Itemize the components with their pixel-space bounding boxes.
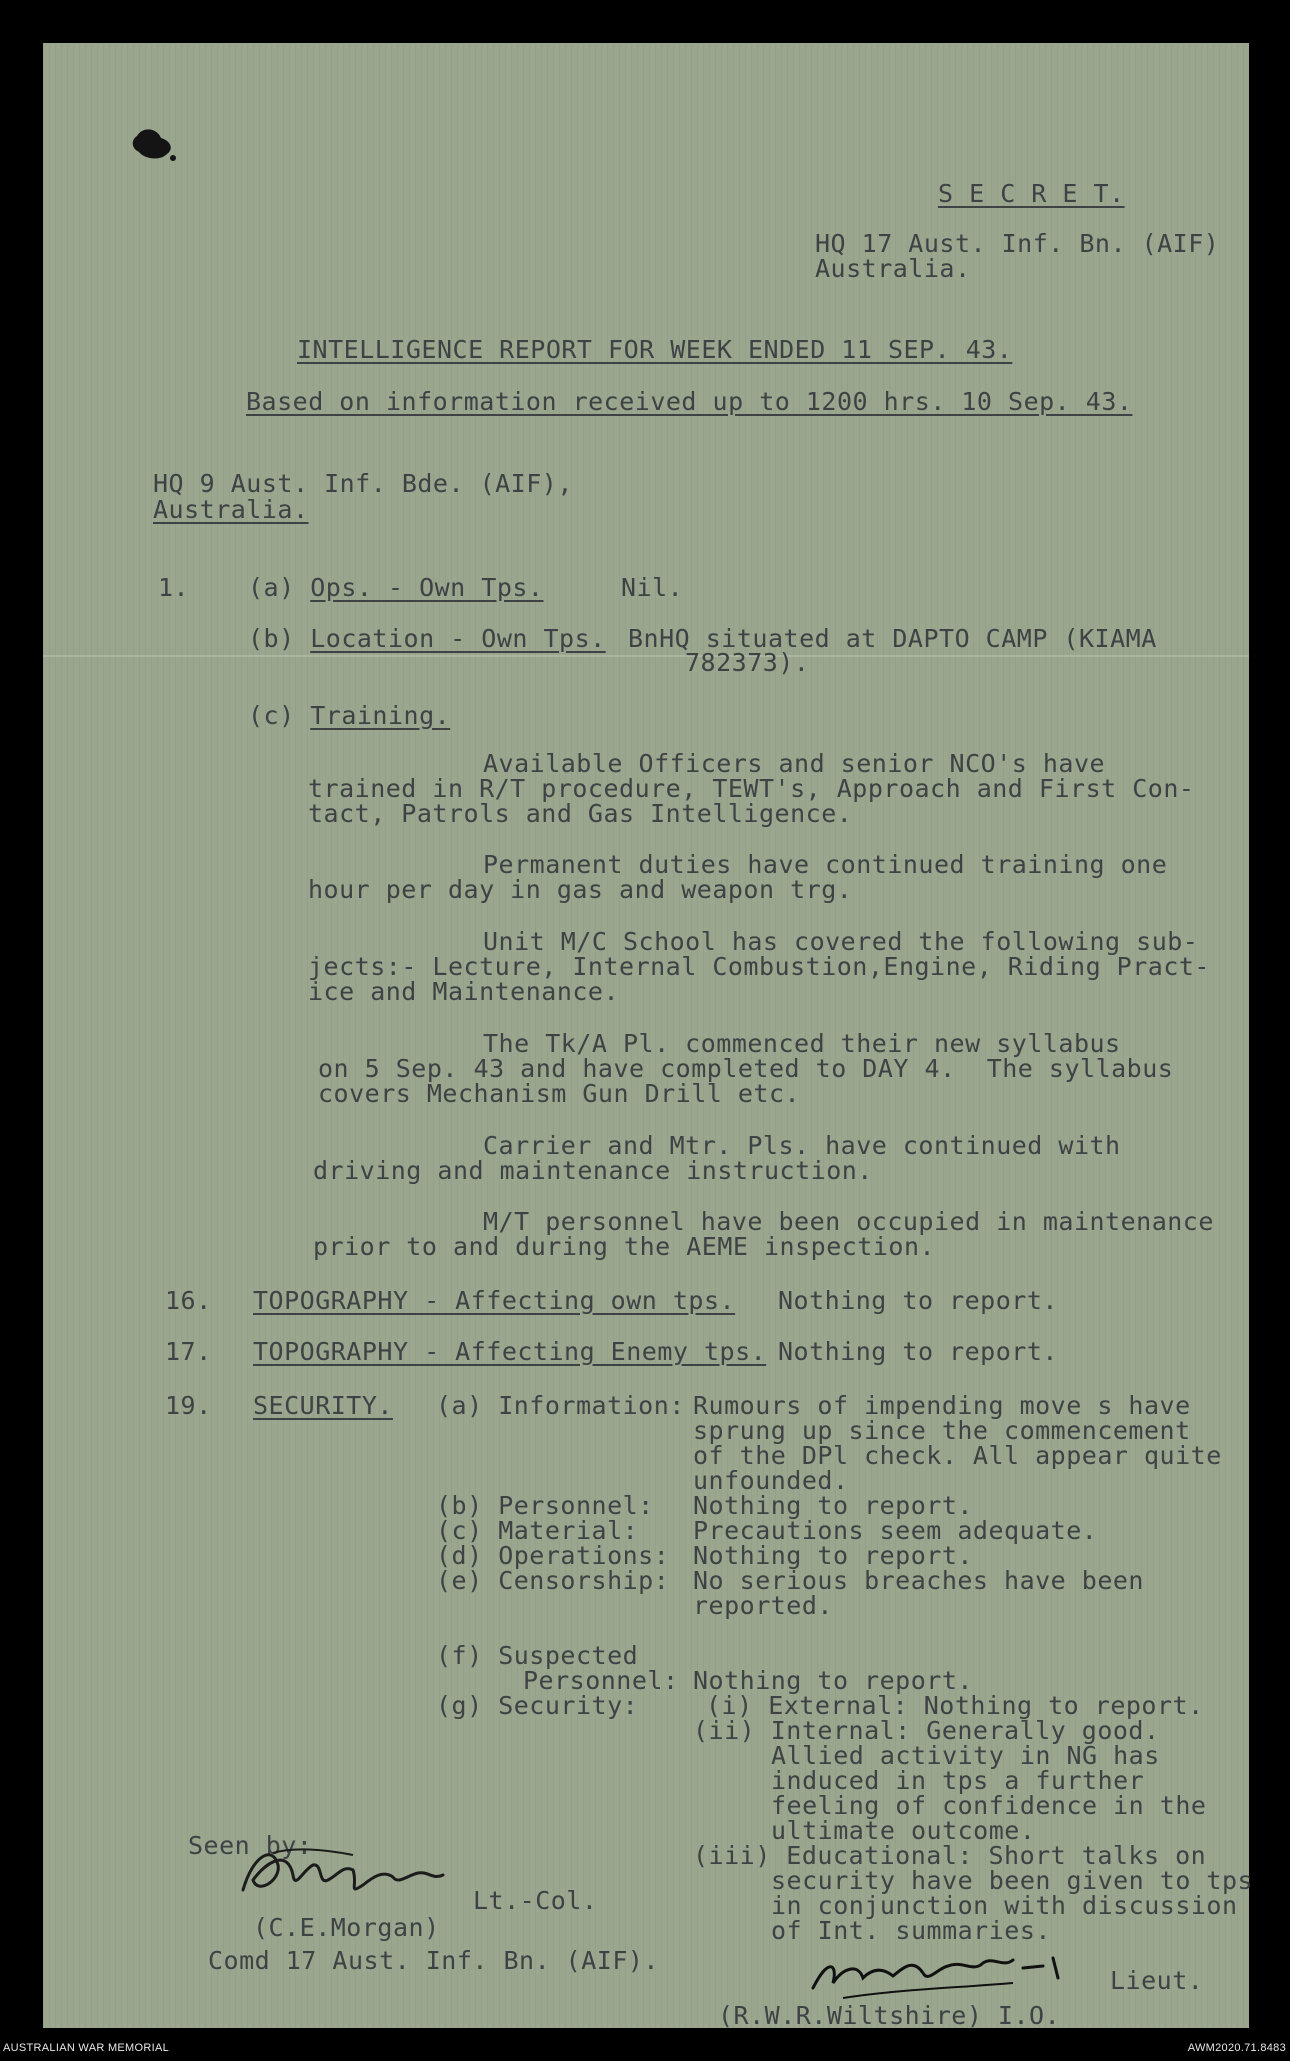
paper-fold xyxy=(43,655,1249,657)
signature-morgan xyxy=(233,1835,493,1915)
training-paragraph: Carrier and Mtr. Pls. have continued with xyxy=(483,1131,1121,1160)
section-number: 17. xyxy=(165,1337,212,1366)
security-subitem: (iii) Educational: Short talks on xyxy=(693,1841,1207,1870)
training-paragraph: Unit M/C School has covered the following sub- xyxy=(483,927,1199,956)
item-heading: Training. xyxy=(310,701,451,730)
item-text: 782373). xyxy=(685,648,810,677)
security-item-label: (f) Suspected xyxy=(436,1641,639,1670)
training-paragraph: ice and Maintenance. xyxy=(308,977,620,1006)
seen-by-label: Seen by: xyxy=(188,1831,313,1860)
security-item-label: (a) Information: xyxy=(436,1391,685,1420)
section-number: 19. xyxy=(165,1391,212,1420)
security-subitem: of Int. summaries. xyxy=(771,1916,1051,1945)
security-item-label: (e) Censorship: xyxy=(436,1566,670,1595)
unit-line-2: Australia. xyxy=(815,254,971,283)
name-right: (R.W.R.Wiltshire) I.O. xyxy=(718,2001,1061,2030)
item-text: BnHQ situated at DAPTO CAMP (KIAMA xyxy=(628,624,1157,653)
security-subitem: Allied activity in NG has xyxy=(771,1741,1160,1770)
security-item-label: (c) Material: xyxy=(436,1516,639,1545)
item-label: (c) Training. xyxy=(248,701,451,730)
item-label: (b) Location - Own Tps. xyxy=(248,624,606,653)
name-left: (C.E.Morgan) xyxy=(253,1913,440,1942)
security-item-text: Nothing to report. xyxy=(693,1541,973,1570)
training-paragraph: prior to and during the AEME inspection. xyxy=(313,1232,936,1261)
security-item-text: Precautions seem adequate. xyxy=(693,1516,1098,1545)
report-subtitle: Based on information received up to 1200 hrs. 10 Sep. 43. xyxy=(246,387,1133,416)
section-number: 1. xyxy=(158,573,190,602)
security-subitem: ultimate outcome. xyxy=(771,1816,1036,1845)
security-item-text: Rumours of impending move s have xyxy=(693,1391,1191,1420)
document-page xyxy=(43,43,1254,2030)
training-paragraph: The Tk/A Pl. commenced their new syllabus xyxy=(483,1029,1121,1058)
item-heading: Location - Own Tps. xyxy=(310,624,606,653)
security-subitem: security have been given to tps xyxy=(771,1866,1254,1895)
training-paragraph: Permanent duties have continued training one xyxy=(483,850,1168,879)
security-item-text: Nothing to report. xyxy=(693,1491,973,1520)
training-paragraph: Available Officers and senior NCO's have xyxy=(483,749,1106,778)
section-text: Nothing to report. xyxy=(778,1286,1058,1315)
security-item-label: (g) Security: xyxy=(436,1691,639,1720)
security-subitem: feeling of confidence in the xyxy=(771,1791,1207,1820)
unit-line-1: HQ 17 Aust. Inf. Bn. (AIF) xyxy=(815,229,1220,258)
security-subitem: in conjunction with discussion xyxy=(771,1891,1238,1920)
footer-archive-label: AUSTRALIAN WAR MEMORIAL xyxy=(3,2042,170,2054)
classification-label: S E C R E T. xyxy=(938,179,1125,208)
security-item-label: Personnel: xyxy=(523,1666,679,1695)
training-paragraph: covers Mechanism Gun Drill etc. xyxy=(318,1079,801,1108)
training-paragraph: tact, Patrols and Gas Intelligence. xyxy=(308,799,853,828)
addressee-line-2: Australia. xyxy=(153,495,309,524)
section-heading: TOPOGRAPHY - Affecting own tps. xyxy=(253,1286,736,1315)
training-paragraph: jects:- Lecture, Internal Combustion,Engine, Riding Pract- xyxy=(308,952,1210,981)
training-paragraph: hour per day in gas and weapon trg. xyxy=(308,875,853,904)
section-number: 16. xyxy=(165,1286,212,1315)
item-text: Nil. xyxy=(621,573,684,602)
security-item-text: Nothing to report. xyxy=(693,1666,973,1695)
footer-reference: AWM2020.71.8483 xyxy=(1187,2042,1286,2054)
security-item-text: unfounded. xyxy=(693,1466,849,1495)
training-paragraph: M/T personnel have been occupied in maintenance xyxy=(483,1207,1214,1236)
rank-right: Lieut. xyxy=(1110,1966,1204,1995)
item-label: (a) Ops. - Own Tps. xyxy=(248,573,544,602)
security-item-label: (d) Operations: xyxy=(436,1541,670,1570)
security-subitem: (i) External: Nothing to report. xyxy=(706,1691,1204,1720)
addressee-line-1: HQ 9 Aust. Inf. Bde. (AIF), xyxy=(153,469,573,498)
security-item-text: sprung up since the commencement xyxy=(693,1416,1191,1445)
training-paragraph: driving and maintenance instruction. xyxy=(313,1156,873,1185)
report-title: INTELLIGENCE REPORT FOR WEEK ENDED 11 SEP. 43. xyxy=(297,335,1013,364)
security-item-label: (b) Personnel: xyxy=(436,1491,654,1520)
role-left: Comd 17 Aust. Inf. Bn. (AIF). xyxy=(208,1946,659,1975)
security-subitem: induced in tps a further xyxy=(771,1766,1145,1795)
section-heading: SECURITY. xyxy=(253,1391,393,1420)
security-item-text: reported. xyxy=(693,1591,833,1620)
rank-left: Lt.-Col. xyxy=(473,1886,598,1915)
section-heading: TOPOGRAPHY - Affecting Enemy tps. xyxy=(253,1337,767,1366)
training-paragraph: on 5 Sep. 43 and have completed to DAY 4. The syllabus xyxy=(318,1054,1174,1083)
security-item-text: No serious breaches have been xyxy=(693,1566,1144,1595)
security-subitem: (ii) Internal: Generally good. xyxy=(693,1716,1160,1745)
security-item-text: of the DPl check. All appear quite xyxy=(693,1441,1222,1470)
section-text: Nothing to report. xyxy=(778,1337,1058,1366)
item-heading: Ops. - Own Tps. xyxy=(310,573,544,602)
ink-blot xyxy=(125,118,185,168)
signature-wiltshire xyxy=(803,1938,1083,2008)
training-paragraph: trained in R/T procedure, TEWT's, Approach and First Con- xyxy=(308,774,1195,803)
